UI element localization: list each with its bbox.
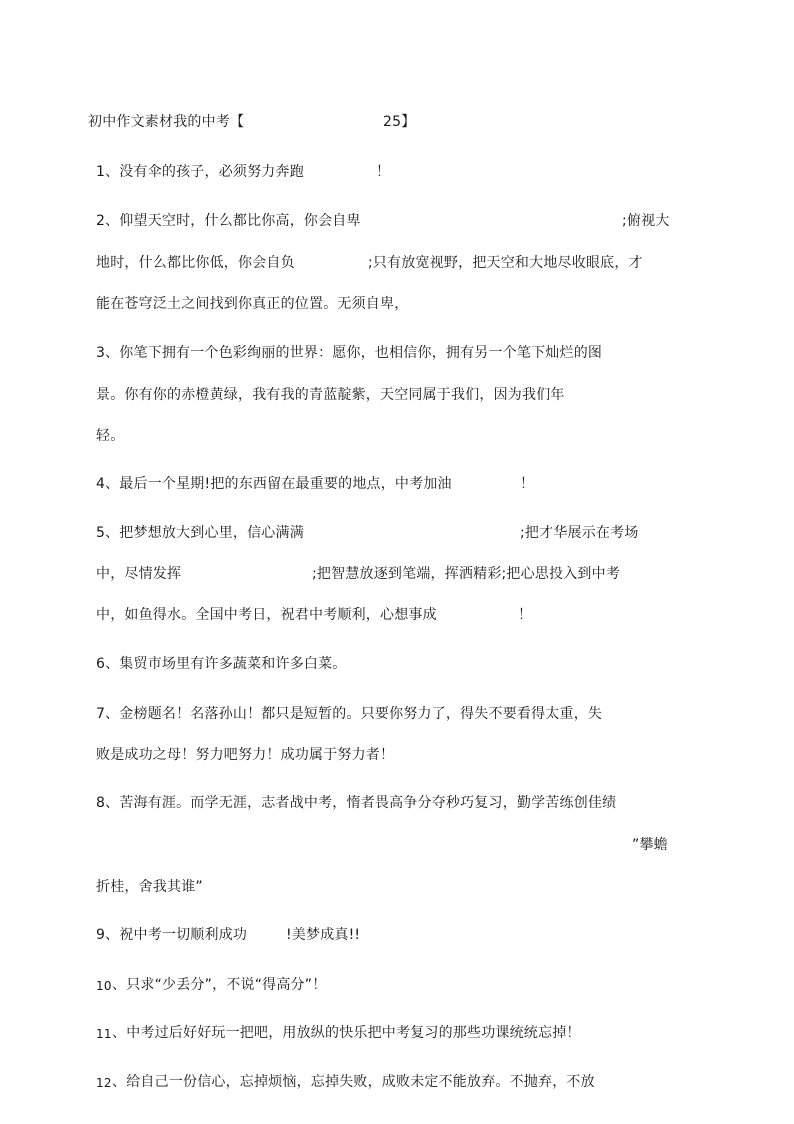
item-9-end: !美梦成真!! (286, 927, 361, 943)
item-10-text: 、只求“少丢分”，不说“得高分”！ (112, 977, 327, 993)
item-2-line-2: 地时，什么都比你低，你会自负 (96, 255, 295, 271)
item-2-line-1-end: ;俯视大 (622, 213, 670, 229)
item-1-end: ！ (376, 164, 391, 180)
item-9-text: 9、祝中考一切顺利成功 (96, 927, 248, 943)
item-5-line-2-end: ;把智慧放逐到笔端，挥洒精彩;把心思投入到中考 (312, 566, 621, 582)
item-8-line-2: ”攀蟾 (632, 837, 668, 853)
item-4-end: ！ (520, 476, 535, 492)
item-4-text: 4、最后一个星期!把的东西留在最重要的地点，中考加油 (96, 476, 452, 492)
item-12-text: 、给自己一份信心，忘掉烦恼，忘掉失败，成败未定不能放弃。不抛弃，不放 (112, 1074, 595, 1090)
item-3-line-3: 轻。 (96, 428, 125, 444)
item-5-line-2: 中，尽情发挥 (96, 566, 182, 582)
item-2-line-3: 能在苍穹泛土之间找到你真正的位置。无须自卑， (96, 296, 409, 312)
item-11-number: 11 (96, 1027, 112, 1041)
item-2-line-2-end: ;只有放宽视野，把天空和大地尽收眼底，才 (368, 255, 643, 271)
item-2-line-1: 2、仰望天空时，什么都比你高，你会自卑 (96, 213, 361, 229)
doc-title: 初中作文素材我的中考【 (88, 114, 245, 130)
item-8-line-3: 折桂，舍我其谁” (96, 879, 203, 895)
item-3-line-1: 3、你笔下拥有一个色彩绚丽的世界：愿你，也相信你，拥有另一个笔下灿烂的图 (96, 345, 603, 361)
item-5-line-3: 中，如鱼得水。全国中考日，祝君中考顺利，心想事成 (96, 607, 437, 623)
item-11-text: 、中考过后好好玩一把吧，用放纵的快乐把中考复习的那些功课统统忘掉！ (112, 1025, 581, 1041)
item-3-line-2: 景。你有你的赤橙黄绿，我有我的青蓝靛紫，天空同属于我们，因为我们年 (96, 387, 565, 403)
item-12-number: 12 (96, 1076, 112, 1090)
item-5-line-1: 5、把梦想放大到心里，信心满满 (96, 525, 304, 541)
item-7-line-1: 7、金榜题名！名落孙山！都只是短暂的。只要你努力了，得失不要看得太重，失 (96, 706, 603, 722)
item-5-line-1-end: ;把才华展示在考场 (520, 525, 639, 541)
item-6-text: 6、集贸市场里有许多蔬菜和许多白菜。 (96, 656, 347, 672)
item-10-number: 10 (96, 979, 112, 993)
item-8-line-1: 8、苦海有涯。而学无涯，志者战中考，惰者畏高争分夺秒巧复习，勤学苦练创佳绩 (96, 795, 617, 811)
item-7-line-2: 败是成功之母！努力吧努力！成功属于努力者！ (96, 747, 395, 763)
item-1-text: 1、没有伞的孩子，必须努力奔跑 (96, 164, 304, 180)
doc-title-number: 25】 (383, 114, 416, 130)
item-5-line-3-end: ！ (518, 607, 533, 623)
